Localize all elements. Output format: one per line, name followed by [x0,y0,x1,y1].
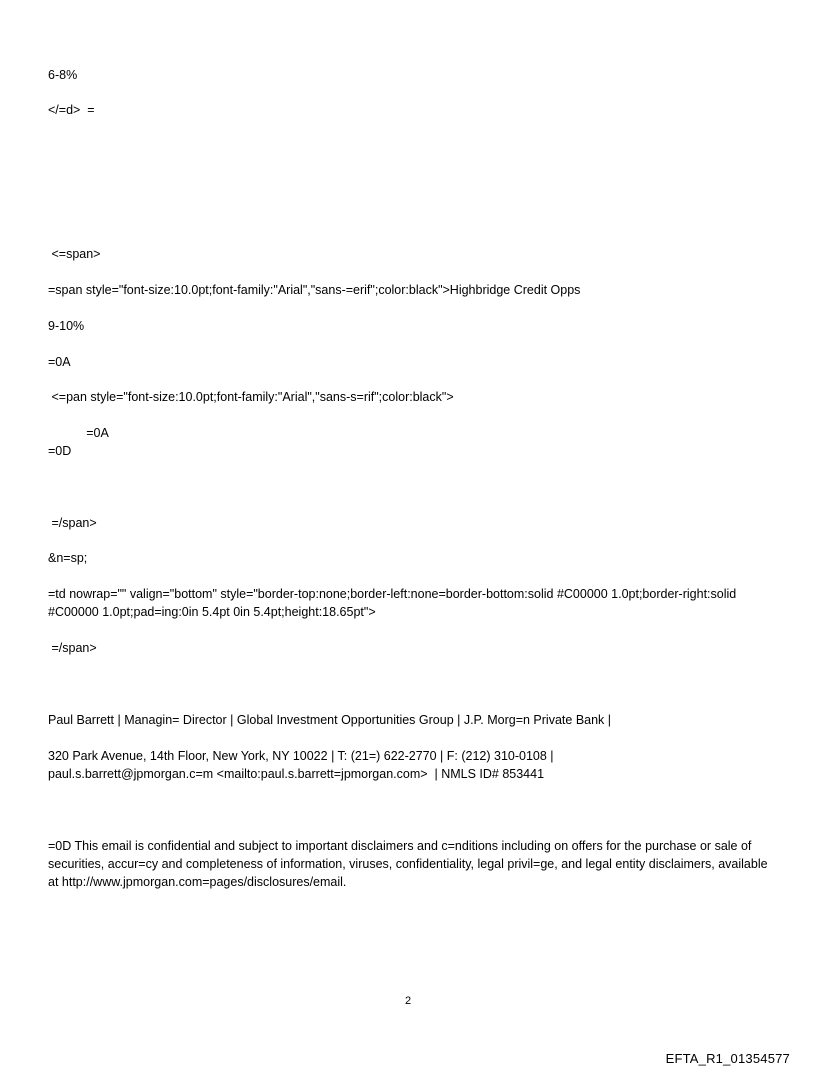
body-text-line: =/span> [48,641,97,655]
page-number: 2 [404,995,412,1007]
body-text-line: =0A [48,426,109,440]
signature-address: 320 Park Avenue, 14th Floor, New York, NY 10022 | T: (21=) 622-2770 | F: (212) 310-0108 | [48,749,554,763]
body-text-line: =0D [48,444,72,458]
body-text-line: =/span> [48,516,97,530]
signature-email: paul.s.barrett@jpmorgan.c=m <mailto:paul.s.barrett=jpmorgan.com> | NMLS ID# 853441 [48,767,545,781]
confidentiality-disclaimer: =0D This email is confidential and subject to important disclaimers and c=nditions including on offers for the purchase or sale of securities, accur=cy and completeness of information, viruses, confidentiality, legal privil=ge, and legal entity disclaimers, available at http://www.jpmorgan.com=pages/disclosures/email. [48,839,768,889]
body-text-line: =0A [48,355,71,369]
body-text-line: </=d> = [48,103,95,117]
body-text-line: =td nowrap="" valign="bottom" style="border-top:none;border-left:none=border-bottom:solid #C00000 1.0pt;border-right:solid #C00000 1.0pt;pad=ing:0in 5.4pt 0in 5.4pt;height:18.65pt"> [48,587,737,619]
body-text-line: <=pan style="font-size:10.0pt;font-family:"Arial","sans-s=rif";color:black"> [48,390,454,404]
body-text-line: 6-8% [48,68,78,82]
body-text-line: 9-10% [48,319,85,333]
signature-name-title: Paul Barrett | Managin= Director | Global Investment Opportunities Group | J.P. Morg=n Private Bank | [48,713,612,727]
body-text-line: <=span> [48,247,101,261]
body-text-line: =span style="font-size:10.0pt;font-family:"Arial","sans-=erif";color:black">Highbridge Credit Opps [48,283,581,297]
body-text-line: &n=sp; [48,551,88,565]
bates-number: EFTA_R1_01354577 [665,1051,790,1066]
